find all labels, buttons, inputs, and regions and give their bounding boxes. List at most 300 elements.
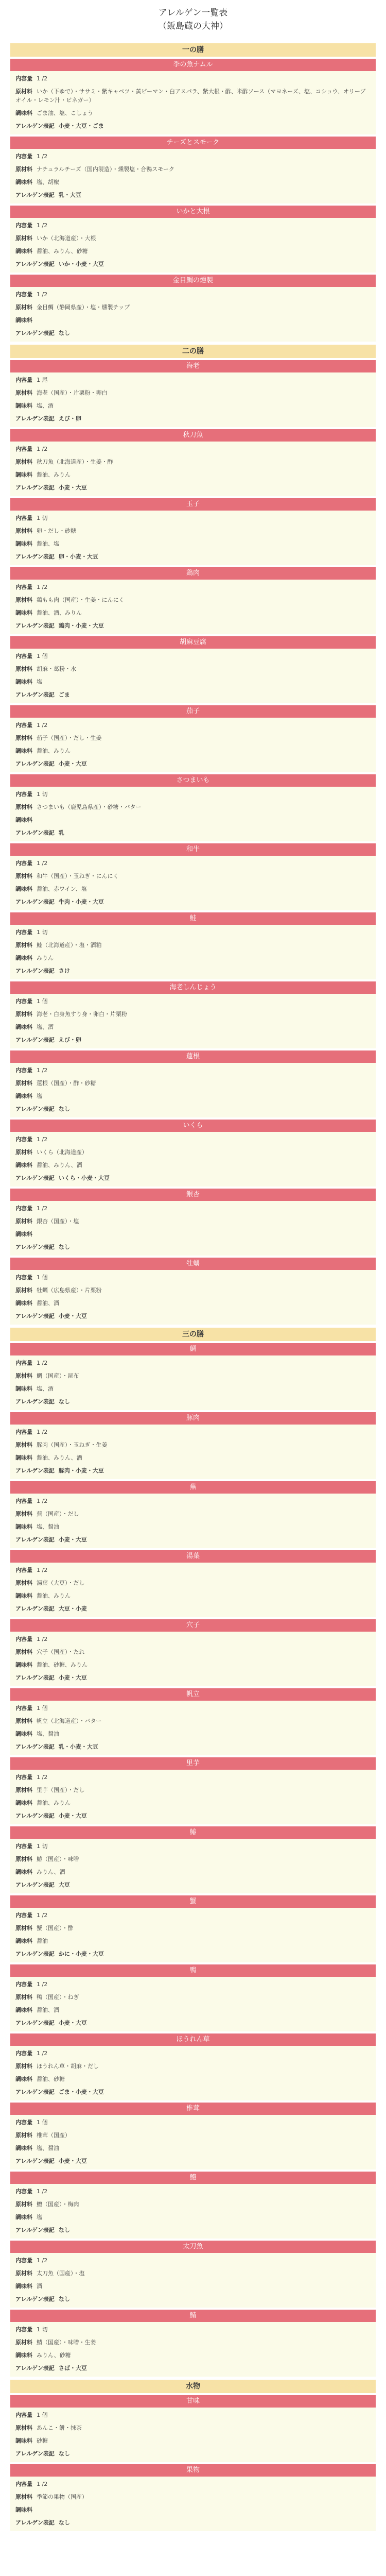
dish-title: 和牛 [10,843,376,856]
seasoning-label: 調味料 [15,609,32,616]
dish-details [10,925,376,979]
ingredients-value: 鴨（国産）・ねぎ [37,1994,79,2001]
portion-value: 1 /2 [37,1205,48,1212]
seasoning-row [15,2213,371,2222]
allergen-value: 小麦・大豆 [58,1674,87,1681]
seasoning-row [15,816,371,824]
ingredients-row [15,1371,371,1380]
portion-value: 1 個 [37,2119,48,2126]
dish-details [10,1355,376,1410]
seasoning-row [15,1868,371,1876]
portion-value: 1 切 [37,929,48,936]
allergen-label: アレルゲン表記 [15,1037,55,1043]
allergen-row [15,2518,371,2527]
allergen-label: アレルゲン表記 [15,553,55,560]
ingredients-value: 湯葉（大豆）・だし [37,1580,85,1586]
portion-label: 内容量 [15,2188,32,2195]
seasoning-label: 調味料 [15,540,32,547]
portion-label: 内容量 [15,2119,32,2126]
portion-row [15,2049,371,2058]
portion-row [15,1497,371,1505]
dish-title: いかと大根 [10,206,376,218]
ingredients-row [15,2493,371,2501]
allergen-label: アレルゲン表記 [15,1674,55,1681]
allergen-label: アレルゲン表記 [15,1313,55,1319]
seasoning-label: 調味料 [15,1162,32,1168]
portion-label: 内容量 [15,722,32,728]
ingredients-value: 牡蠣（広島県産）・片栗粉 [37,1287,102,1294]
ingredients-value: 茄子（国産）・だし・生姜 [37,735,102,741]
ingredients-value: 里芋（国産）・だし [37,1787,85,1793]
allergen-value: なし [58,1244,70,1250]
portion-row [15,1704,371,1713]
dish-card [10,1050,376,1117]
ingredients-value: 蓮根（国産）・酢・砂糖 [37,1080,96,1087]
allergen-value: ごま・小麦・大豆 [58,2089,104,2095]
seasoning-row [15,2282,371,2291]
ingredients-value: あんこ・餅・抹茶 [37,2425,82,2431]
allergen-row [15,1811,371,1820]
allergen-value: 牛肉・小麦・大豆 [58,899,104,905]
ingredients-label: 原材料 [15,2494,32,2500]
dish-details [10,1132,376,1187]
dish-details [10,511,376,565]
dish-title: 帆立 [10,1688,376,1701]
ingredients-label: 原材料 [15,597,32,603]
allergen-sections [0,43,386,2531]
allergen-label: アレルゲン表記 [15,330,55,336]
ingredients-value: 鰆（国産）・味噌 [37,1856,79,1862]
portion-value: 1 /2 [37,75,48,82]
ingredients-value: 和牛（国産）・玉ねぎ・にんにく [37,873,119,879]
seasoning-value: 酒 [37,2283,42,2290]
portion-value: 1 切 [37,791,48,798]
seasoning-row [15,1023,371,1031]
portion-value: 1 尾 [37,377,48,383]
seasoning-label: 調味料 [15,402,32,409]
allergen-row [15,2449,371,2458]
ingredients-value: 秋刀魚（北海道産）・生姜・酢 [37,459,113,465]
portion-label: 内容量 [15,1567,32,1573]
allergen-row [15,2226,371,2234]
allergen-value: いか・小麦・大豆 [58,261,104,267]
portion-row [15,2480,371,2488]
portion-value: 1 個 [37,1274,48,1281]
dish-details [10,1201,376,1256]
seasoning-row [15,247,371,256]
portion-label: 内容量 [15,1205,32,1212]
ingredients-value: ほうれん草・胡麻・だし [37,2063,99,2070]
portion-value: 1 /2 [37,584,48,590]
dish-card [10,1343,376,1410]
seasoning-value: 醤油、みりん、酒 [37,1162,82,1168]
ingredients-value: 蕪（国産）・だし [37,1511,79,1517]
allergen-row [15,1466,371,1475]
allergen-value: 乳・大豆 [58,192,81,198]
seasoning-value: 醤油 [37,1938,48,1944]
allergen-value: なし [58,2227,70,2233]
seasoning-row [15,1299,371,1308]
course-header: 水物 [10,2380,376,2393]
dish-card [10,1258,376,1325]
seasoning-label: 調味料 [15,317,32,324]
ingredients-label: 原材料 [15,942,32,948]
allergen-label: アレルゲン表記 [15,415,55,422]
course-section [10,2380,376,2531]
seasoning-row [15,2006,371,2014]
dish-card [10,1189,376,1256]
allergen-value: かに・小麦・大豆 [58,1951,104,1957]
dish-title: 茄子 [10,705,376,718]
dish-details [10,2408,376,2462]
allergen-row [15,1312,371,1320]
dish-details [10,149,376,204]
dish-details [10,442,376,496]
dish-title: 海老 [10,360,376,372]
portion-label: 内容量 [15,998,32,1005]
ingredients-row [15,1579,371,1587]
seasoning-value: 醤油、みりん [37,471,71,478]
dish-card [10,360,376,427]
dish-details [10,2477,376,2531]
allergen-value: さけ [58,968,70,974]
dish-details [10,1494,376,1548]
dish-details [10,1977,376,2031]
dish-title: 里芋 [10,1757,376,1770]
dish-title: 蕪 [10,1481,376,1494]
ingredients-label: 原材料 [15,1856,32,1862]
allergen-row [15,2295,371,2303]
course-header: 一の膳 [10,43,376,57]
ingredients-row [15,872,371,880]
dish-card [10,275,376,342]
portion-label: 内容量 [15,2326,32,2333]
ingredients-value: 豚肉（国産）・玉ねぎ・生姜 [37,1442,108,1448]
ingredients-label: 原材料 [15,1994,32,2001]
portion-value: 1 切 [37,515,48,521]
portion-row [15,514,371,522]
seasoning-row [15,885,371,893]
ingredients-row [15,2131,371,2140]
seasoning-row [15,1230,371,1239]
allergen-value: 小麦・大豆 [58,2158,87,2164]
dish-details [10,1270,376,1325]
ingredients-row [15,1648,371,1656]
seasoning-label: 調味料 [15,748,32,754]
ingredients-label: 原材料 [15,1649,32,1655]
seasoning-label: 調味料 [15,1093,32,1099]
allergen-label: アレルゲン表記 [15,1106,55,1112]
dish-card [10,1964,376,2031]
ingredients-row [15,527,371,535]
allergen-label: アレルゲン表記 [15,1743,55,1750]
seasoning-label: 調味料 [15,1454,32,1461]
ingredients-row [15,303,371,312]
ingredients-label: 原材料 [15,1287,32,1294]
allergen-value: 小麦・大豆 [58,1313,87,1319]
dish-card [10,567,376,634]
allergen-value: 小麦・大豆 [58,484,87,491]
allergen-value: なし [58,330,70,336]
ingredients-value: 鮭（北海道産）・塩・酒粕 [37,942,102,948]
seasoning-label: 調味料 [15,679,32,685]
dish-title: 椎茸 [10,2103,376,2115]
dish-title: 鮭 [10,912,376,925]
dish-card [10,2241,376,2308]
dish-card [10,774,376,841]
allergen-row [15,260,371,268]
ingredients-value: 胡麻・葛粉・水 [37,666,76,672]
seasoning-row [15,1384,371,1393]
dish-title: 蓮根 [10,1050,376,1063]
seasoning-value: 塩 [37,2214,42,2221]
ingredients-row [15,388,371,397]
seasoning-label: 調味料 [15,2007,32,2013]
seasoning-row [15,109,371,117]
allergen-row [15,1535,371,1544]
ingredients-value: 銀杏（国産）・塩 [37,1218,79,1225]
dish-title: 牡蠣 [10,1258,376,1270]
ingredients-value: 穴子（国産）・たれ [37,1649,85,1655]
seasoning-label: 調味料 [15,2076,32,2082]
dish-card [10,498,376,565]
dish-card [10,2172,376,2239]
seasoning-value: 醤油、赤ワイン、塩 [37,886,87,892]
dish-details [10,2253,376,2308]
seasoning-row [15,1453,371,1462]
dish-details [10,1632,376,1686]
allergen-label: アレルゲン表記 [15,1812,55,1819]
portion-label: 内容量 [15,860,32,867]
portion-label: 内容量 [15,1360,32,1366]
dish-details [10,1563,376,1617]
portion-label: 内容量 [15,1705,32,1711]
allergen-value: なし [58,1398,70,1405]
ingredients-value: 椎茸（国産） [37,2132,71,2139]
portion-row [15,221,371,230]
ingredients-label: 原材料 [15,735,32,741]
course-header: 二の膳 [10,345,376,358]
portion-row [15,445,371,453]
seasoning-value: 醤油、みりん [37,1800,71,1806]
portion-row [15,290,371,299]
ingredients-label: 原材料 [15,1011,32,1018]
portion-row [15,1911,371,1920]
portion-label: 内容量 [15,1498,32,1504]
portion-value: 1 /2 [37,1774,48,1781]
ingredients-row [15,2338,371,2347]
portion-label: 内容量 [15,2050,32,2057]
allergen-row [15,1604,371,1613]
seasoning-label: 調味料 [15,110,32,116]
portion-row [15,376,371,384]
seasoning-value: 塩、酒 [37,402,54,409]
allergen-row [15,690,371,699]
ingredients-value: 太刀魚（国産）・塩 [37,2270,85,2277]
portion-label: 内容量 [15,75,32,82]
course-section [10,43,376,342]
seasoning-label: 調味料 [15,2283,32,2290]
seasoning-value: みりん [37,955,54,961]
ingredients-label: 原材料 [15,804,32,810]
ingredients-row [15,1217,371,1226]
portion-label: 内容量 [15,1912,32,1919]
seasoning-label: 調味料 [15,1938,32,1944]
ingredients-row [15,1924,371,1933]
seasoning-label: 調味料 [15,886,32,892]
portion-value: 1 /2 [37,1067,48,1074]
seasoning-row [15,1730,371,1738]
portion-row [15,859,371,868]
allergen-value: 大豆・小麦 [58,1605,87,1612]
ingredients-row [15,596,371,604]
allergen-label: アレルゲン表記 [15,760,55,767]
allergen-row [15,1673,371,1682]
portion-label: 内容量 [15,1774,32,1781]
portion-label: 内容量 [15,653,32,659]
seasoning-row [15,2436,371,2445]
ingredients-value: 鯛（国産）・昆布 [37,1372,79,1379]
ingredients-value: 海老・白身魚すり身・卵白・片栗粉 [37,1011,127,1018]
dish-card [10,206,376,273]
portion-value: 1 /2 [37,153,48,160]
page-title-main: アレルゲン一覧表 [158,8,228,18]
portion-value: 1 切 [37,2326,48,2333]
portion-row [15,1635,371,1643]
portion-value: 1 /2 [37,2257,48,2264]
seasoning-row [15,747,371,755]
allergen-value: 小麦・大豆 [58,760,87,767]
ingredients-value: 季節の果物（国産） [37,2494,87,2500]
ingredients-label: 原材料 [15,873,32,879]
seasoning-label: 調味料 [15,955,32,961]
seasoning-row [15,470,371,479]
portion-row [15,1066,371,1075]
seasoning-label: 調味料 [15,1800,32,1806]
portion-row [15,997,371,1006]
dish-details [10,994,376,1048]
portion-value: 1 個 [37,998,48,1005]
ingredients-value: 卵・だし・砂糖 [37,528,76,534]
portion-label: 内容量 [15,446,32,452]
seasoning-label: 調味料 [15,2437,32,2444]
allergen-label: アレルゲン表記 [15,2365,55,2371]
allergen-label: アレルゲン表記 [15,622,55,629]
ingredients-row [15,1079,371,1088]
seasoning-label: 調味料 [15,1592,32,1599]
ingredients-label: 原材料 [15,2339,32,2346]
dish-details [10,718,376,772]
allergen-value: さば・大豆 [58,2365,87,2371]
portion-row [15,2256,371,2265]
ingredients-label: 原材料 [15,2270,32,2277]
allergen-row [15,1243,371,1251]
dish-card [10,2103,376,2170]
dish-card [10,59,376,134]
seasoning-row [15,1937,371,1945]
dish-details [10,580,376,634]
portion-row [15,652,371,660]
ingredients-label: 原材料 [15,1718,32,1724]
allergen-value: 鶏肉・小麦・大豆 [58,622,104,629]
dish-title: 果物 [10,2464,376,2477]
dish-card [10,1412,376,1479]
portion-label: 内容量 [15,1843,32,1850]
allergen-row [15,2157,371,2165]
allergen-row [15,122,371,130]
seasoning-value: 塩、酒 [37,1385,54,1392]
allergen-label: アレルゲン表記 [15,2296,55,2302]
seasoning-value: 醤油、砂糖、みりん [37,1662,87,1668]
portion-value: 1 /2 [37,1136,48,1143]
ingredients-label: 原材料 [15,2063,32,2070]
dish-card [10,1826,376,1893]
allergen-row [15,1950,371,1958]
portion-row [15,2187,371,2196]
allergen-value: 小麦・大豆 [58,2020,87,2026]
ingredients-label: 原材料 [15,1149,32,1156]
dish-card [10,1550,376,1617]
portion-value: 1 /2 [37,222,48,229]
portion-row [15,1135,371,1144]
seasoning-row [15,1522,371,1531]
ingredients-row [15,1510,371,1518]
seasoning-value: 醤油、塩 [37,540,59,547]
seasoning-label: 調味料 [15,2352,32,2359]
dish-card [10,1120,376,1187]
portion-row [15,2411,371,2419]
allergen-label: アレルゲン表記 [15,1951,55,1957]
dish-title: いくら [10,1120,376,1132]
allergen-value: 小麦・大豆 [58,1536,87,1543]
dish-title: 鶏肉 [10,567,376,580]
dish-title: 秋刀魚 [10,429,376,442]
dish-card [10,2395,376,2462]
dish-details [10,218,376,273]
seasoning-row [15,1161,371,1170]
allergen-row [15,1397,371,1406]
ingredients-value: いか（下ゆで）・ササミ・紫キャベツ・黄ピーマン・白アスパラ、紫大根・酢、米酢ソース（マヨネーズ、塩、コショウ、オリーブオイル・レモン汁・ビネガー） [15,88,366,104]
allergen-row [15,191,371,199]
seasoning-row [15,1591,371,1600]
dish-details [10,856,376,910]
dish-card [10,2464,376,2531]
portion-label: 内容量 [15,1067,32,1074]
dish-title: 太刀魚 [10,2241,376,2253]
ingredients-value: 金目鯛（静岡県産）・塩・燻製チップ [37,304,130,311]
ingredients-row [15,165,371,174]
allergen-row [15,828,371,837]
portion-value: 1 /2 [37,1981,48,1988]
dish-title: さつまいも [10,774,376,787]
dish-card [10,636,376,703]
seasoning-value: 醤油、みりん、酒 [37,1454,82,1461]
ingredients-value: 海老（国産）・片栗粉・卵白 [37,389,108,396]
allergen-row [15,2364,371,2372]
allergen-row [15,967,371,975]
allergen-row [15,552,371,561]
dish-card [10,2033,376,2100]
dish-title: 蟹 [10,1895,376,1908]
portion-label: 内容量 [15,2412,32,2418]
portion-value: 1 /2 [37,722,48,728]
ingredients-row [15,1440,371,1449]
seasoning-value: 塩、醤油 [37,2145,59,2151]
allergen-row [15,621,371,630]
dish-title: 胡麻豆腐 [10,636,376,649]
ingredients-row [15,734,371,742]
dish-card [10,1688,376,1755]
